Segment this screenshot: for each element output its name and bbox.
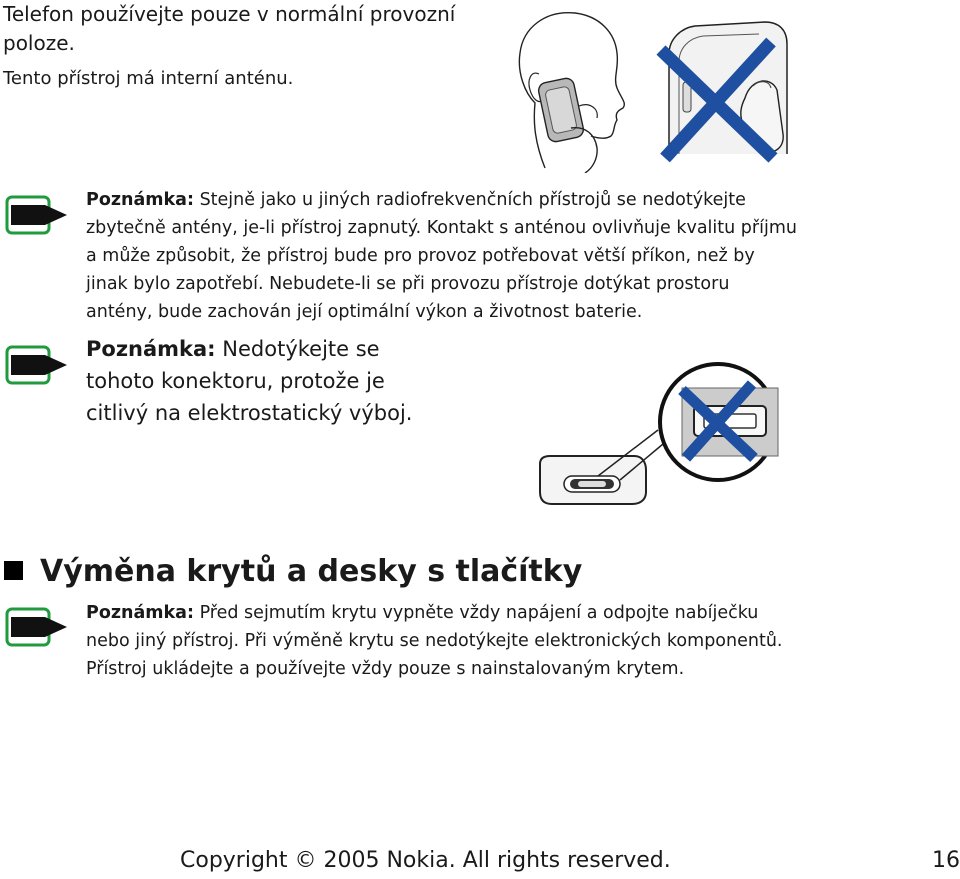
note-label: Poznámka: bbox=[86, 190, 194, 210]
copyright-footer: Copyright © 2005 Nokia. All rights reserved. bbox=[180, 848, 671, 873]
page-number: 16 bbox=[932, 848, 960, 873]
note-text: Nedotýkejte se tohoto konektoru, protože je citlivý na elektrostatický výboj. bbox=[86, 337, 413, 425]
phone-usage-illustration bbox=[505, 8, 640, 173]
note-cover-replacement bbox=[86, 599, 801, 683]
note-label: Poznámka: bbox=[86, 337, 216, 361]
note-antenna bbox=[86, 186, 801, 326]
intro-text: Telefon používejte pouze v normální provozní poloze. bbox=[3, 2, 456, 55]
note-label: Poznámka: bbox=[86, 603, 194, 623]
note-connector bbox=[86, 333, 436, 429]
antenna-touch-crossed-illustration bbox=[655, 14, 795, 164]
connector-crossed-illustration bbox=[538, 352, 788, 512]
section-bullet bbox=[4, 561, 23, 580]
note-icon bbox=[5, 345, 71, 389]
antenna-info-text: Tento přístroj má interní anténu. bbox=[3, 68, 294, 89]
note-text: Stejně jako u jiných radiofrekvenčních přístrojů se nedotýkejte zbytečně antény, je-li přístroj zapnutý. Kontakt s anténou ovlivňuje kvalitu příjmu a může způsobit, že přístroj bude pro provoz potřebovat větší příkon, než by jinak bylo zapotřebí. Nebudete-li se při provozu přístroje dotýkat prostoru antény, bude zachován její optimální výkon a životnost baterie. bbox=[86, 190, 797, 322]
note-icon bbox=[5, 195, 71, 239]
note-text: Před sejmutím krytu vypněte vždy napájení a odpojte nabíječku nebo jiný přístroj. Při výměně krytu se nedotýkejte elektronických komponentů. Přístroj ukládejte a používejte vždy pouze s nainstalovaným krytem. bbox=[86, 603, 783, 679]
section-heading: Výměna krytů a desky s tlačítky bbox=[40, 554, 583, 589]
note-icon bbox=[5, 607, 71, 651]
